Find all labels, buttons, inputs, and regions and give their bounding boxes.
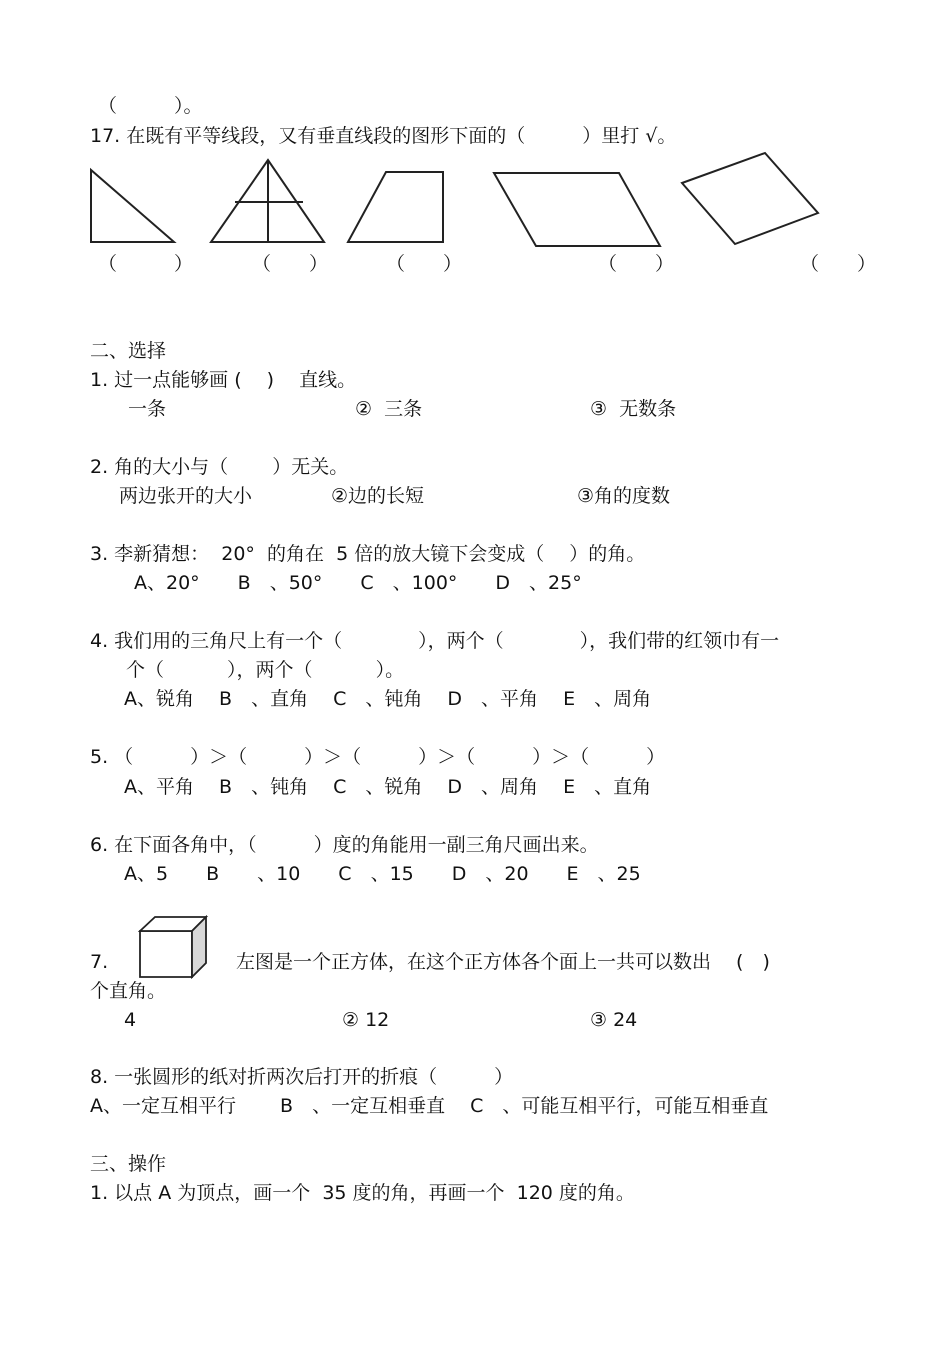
s2-q7-option-2[interactable]: ② 12 <box>342 1009 390 1031</box>
s2-q2-stem: 2. 角的大小与（ ）无关。 <box>90 456 349 478</box>
s2-q1-option-2[interactable]: ② 三条 <box>355 398 423 420</box>
q17-paren-3[interactable]: （ ） <box>386 253 463 275</box>
cube-figure <box>138 915 210 979</box>
s2-q6-options[interactable]: A、5 B 、10 C 、15 D 、20 E 、25 <box>124 863 641 885</box>
s2-q1-stem: 1. 过一点能够画 ( ) 直线。 <box>90 369 357 391</box>
s2-q5-options[interactable]: A、平角 B 、钝角 C 、锐角 D 、周角 E 、直角 <box>124 776 652 798</box>
section2-title: 二、选择 <box>90 340 167 362</box>
s2-q2-option-2[interactable]: ②边的长短 <box>331 485 425 507</box>
s2-q7-stem: 左图是一个正方体，在这个正方体各个面上一共可以数出 ( ) <box>236 951 770 973</box>
triangle-with-cross-shape <box>211 160 324 242</box>
s2-q6-stem: 6. 在下面各角中，（ ）度的角能用一副三角尺画出来。 <box>90 834 599 856</box>
q17-paren-1[interactable]: （ ） <box>98 253 194 275</box>
right-triangle-shape <box>91 170 174 242</box>
s2-q4-stem-line1: 4. 我们用的三角尺上有一个（ ），两个（ ），我们带的红领巾有一 <box>90 630 780 652</box>
s2-q1-option-3[interactable]: ③ 无数条 <box>590 398 677 420</box>
section3-title: 三、操作 <box>90 1153 167 1175</box>
q17-paren-2[interactable]: （ ） <box>252 253 329 275</box>
s2-q8-stem: 8. 一张圆形的纸对折两次后打开的折痕（ ） <box>90 1066 514 1088</box>
q17-paren-4[interactable]: （ ） <box>598 253 675 275</box>
s2-q7-option-1[interactable]: 4 <box>124 1009 137 1031</box>
s2-q5-stem: 5. （ ）＞（ ）＞（ ）＞（ ）＞（ ） <box>90 746 666 768</box>
s2-q2-option-3[interactable]: ③角的度数 <box>577 485 671 507</box>
rhombus-shape <box>682 153 818 244</box>
s2-q8-options[interactable]: A、一定互相平行 B 、一定互相垂直 C 、可能互相平行，可能互相垂直 <box>90 1095 769 1117</box>
s2-q3-stem: 3. 李新猜想： 20° 的角在 5 倍的放大镜下会变成（ ）的角。 <box>90 543 646 565</box>
s2-q1-option-1[interactable]: 一条 <box>128 398 167 420</box>
s2-q7-option-3[interactable]: ③ 24 <box>590 1009 638 1031</box>
parallelogram-shape <box>494 173 660 246</box>
s3-q1-stem: 1. 以点 A 为顶点，画一个 35 度的角，再画一个 120 度的角。 <box>90 1182 635 1204</box>
s2-q3-options[interactable]: A、20° B 、50° C 、100° D 、25° <box>134 572 582 594</box>
s2-q2-option-1[interactable]: 两边张开的大小 <box>119 485 253 507</box>
trapezoid-shape <box>348 172 443 242</box>
s2-q7-number: 7. <box>90 951 109 973</box>
q17-paren-5[interactable]: （ ） <box>800 253 877 275</box>
s2-q4-stem-line2: 个（ ），两个（ ）。 <box>126 659 405 681</box>
s2-q7-stem-line2: 个直角。 <box>90 980 167 1002</box>
q17-question: 17. 在既有平等线段，又有垂直线段的图形下面的（ ）里打 √。 <box>90 125 677 147</box>
s2-q4-options[interactable]: A、锐角 B 、直角 C 、钝角 D 、平角 E 、周角 <box>124 688 652 710</box>
q16-tail: （ ）。 <box>98 95 203 117</box>
